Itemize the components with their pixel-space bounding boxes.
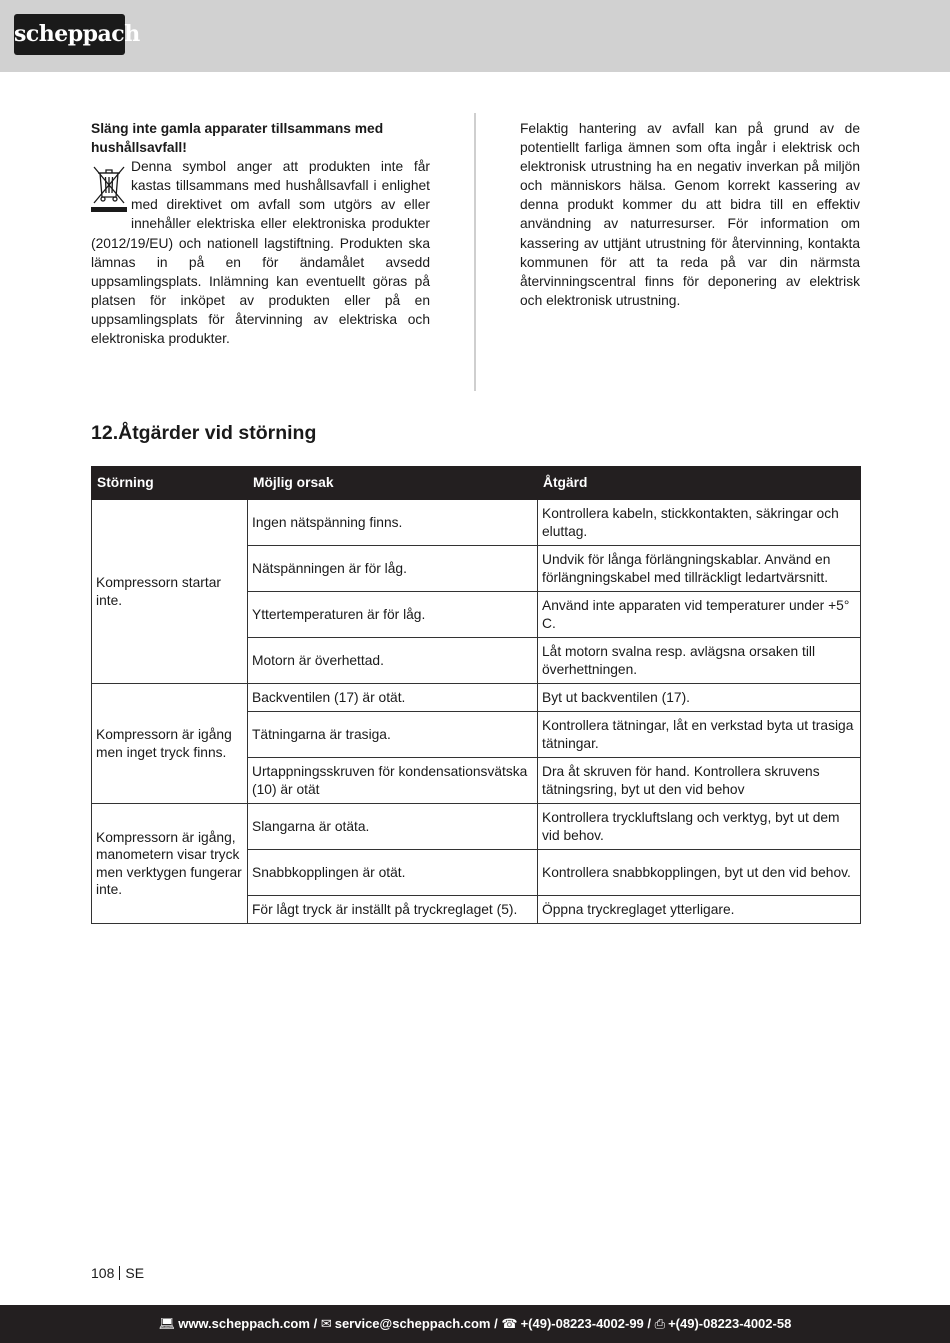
envelope-icon: ✉︎	[320, 1316, 332, 1331]
table-row	[92, 500, 861, 546]
cause-cell: Urtappningsskruven för kondensationsvätska (10) är otät	[248, 758, 538, 804]
cause-cell: Yttertemperaturen är för låg.	[248, 592, 538, 638]
cause-cell: Snabbkopplingen är otät.	[248, 850, 538, 896]
footer-separator	[119, 1266, 120, 1280]
header-bar	[0, 0, 950, 72]
action-cell: Kontrollera tryckluftslang och verktyg, byt ut dem vid behov.	[538, 804, 861, 850]
disposal-info: Felaktig hantering av avfall kan på grund av de potentiellt farliga ämnen som ofta ingår i elektrisk och elektronisk utrustning ha en negativ inverkan på miljön och människors hälsa. Genom korrekt kassering av denna produkt kommer du att bidra till en effektiv användning av naturresurser. För information om kassering av uttjänt utrustning för återvinning, kontakta kommunen för att ta reda på var din närmsta återvinningscentral finns för deponering av elektrisk och elektronisk utrustning.	[520, 121, 860, 308]
scheppach-logo: scheppach	[14, 14, 125, 55]
fax-icon: ⎙	[654, 1316, 666, 1331]
cause-cell: Ingen nätspänning finns.	[248, 500, 538, 546]
cause-cell: Tätningarna är trasiga.	[248, 712, 538, 758]
disposal-heading: Släng inte gamla apparater tillsammans med hushållsavfall!	[91, 121, 384, 156]
contact-separator: /	[313, 1316, 318, 1331]
contact-separator: /	[647, 1316, 652, 1331]
cause-cell: Slangarna är otäta.	[248, 804, 538, 850]
action-cell: Kontrollera kabeln, stickkontakten, säkringar och eluttag.	[538, 500, 861, 546]
fault-cell: Kompressorn är igång men inget tryck finns.	[92, 684, 248, 804]
contact-bar	[0, 1305, 950, 1343]
action-cell: Kontrollera snabbkopplingen, byt ut den vid behov.	[538, 850, 861, 896]
cause-cell: Nätspänningen är för låg.	[248, 546, 538, 592]
disposal-body: Denna symbol anger att produkten inte får kastas tillsammans med hushållsavfall i enlighet med direktivet om avfall som utgörs av eller innehåller elektriska eller elektroniska produkter (2012/19/EU) och nationell lagstiftning. Produkten ska lämnas in på en för ändamålet avsedd uppsamlingsplats. Inlämning kan eventuellt göras på platsen för inköpet av produkten eller på en uppsamlingsplats för återvinning av elektriska och elektroniska produkter.	[91, 159, 430, 347]
action-cell: Öppna tryckreglaget ytterligare.	[538, 896, 861, 924]
email-link[interactable]: service@scheppach.com	[334, 1316, 491, 1331]
header-action: Åtgärd	[538, 467, 861, 500]
disposal-notice	[91, 119, 430, 348]
column-divider	[474, 113, 476, 391]
header-cause: Möjlig orsak	[248, 467, 538, 500]
computer-icon: 💻︎	[158, 1316, 176, 1331]
troubleshooting-table	[91, 466, 861, 924]
page-footer	[91, 1264, 144, 1282]
action-cell: Undvik för långa förlängningskablar. Använd en förlängningskabel med tillräckligt ledartvärsnitt.	[538, 546, 861, 592]
action-cell: Låt motorn svalna resp. avlägsna orsaken till överhettningen.	[538, 638, 861, 684]
language-code: SE	[125, 1265, 145, 1281]
telephone-icon: ☎︎	[501, 1316, 518, 1331]
fault-cell: Kompressorn startar inte.	[92, 500, 248, 684]
contact-separator: /	[494, 1316, 498, 1331]
action-cell: Kontrollera tätningar, låt en verkstad byta ut trasiga tätningar.	[538, 712, 861, 758]
cause-cell: För lågt tryck är inställt på tryckreglaget (5).	[248, 896, 538, 924]
page-number: 108	[91, 1265, 115, 1281]
action-cell: Dra åt skruven för hand. Kontrollera skruvens tätningsring, byt ut den vid behov	[538, 758, 861, 804]
cause-cell: Backventilen (17) är otät.	[248, 684, 538, 712]
table-row	[92, 684, 861, 712]
crossed-out-wheelie-bin-icon	[91, 159, 127, 215]
cause-cell: Motorn är överhettad.	[248, 638, 538, 684]
section-title: 12.Åtgärder vid störning	[91, 422, 317, 444]
table-header-row	[92, 467, 861, 500]
action-cell: Använd inte apparaten vid temperaturer under +5° C.	[538, 592, 861, 638]
phone-number: +(49)-08223-4002-99	[520, 1316, 644, 1331]
fax-number: +(49)-08223-4002-58	[668, 1316, 792, 1331]
website-link[interactable]: www.scheppach.com	[178, 1316, 310, 1331]
action-cell: Byt ut backventilen (17).	[538, 684, 861, 712]
table-row	[92, 804, 861, 850]
fault-cell: Kompressorn är igång, manometern visar tryck men verktygen fungerar inte.	[92, 804, 248, 924]
header-fault: Störning	[92, 467, 248, 500]
